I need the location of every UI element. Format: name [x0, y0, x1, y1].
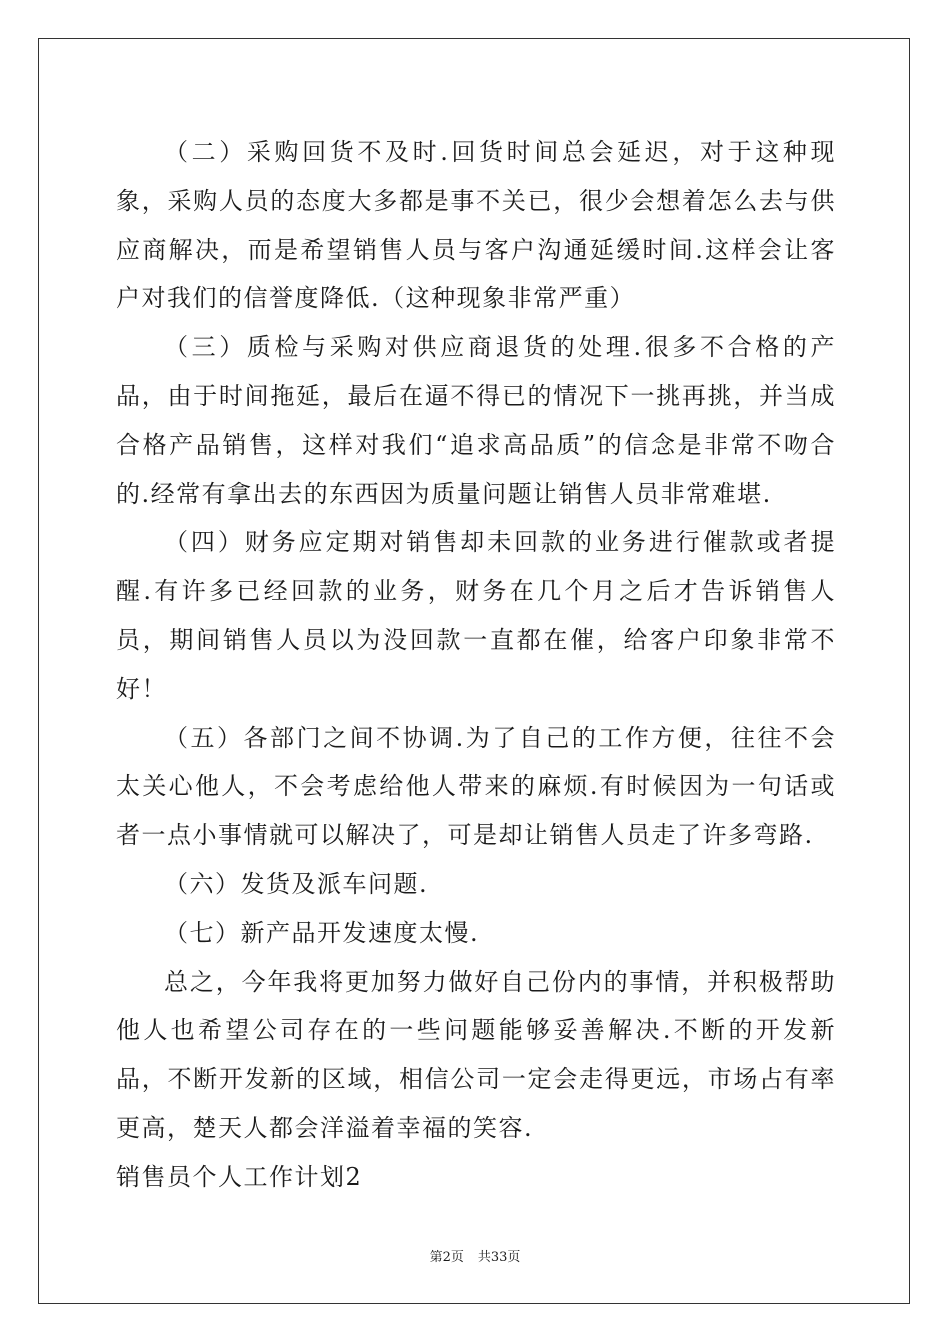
paragraph-purchasing-delay: （二）采购回货不及时.回货时间总会延迟，对于这种现象，采购人员的态度大多都是事不关已，很少会想着怎么去与供应商解决，而是希望销售人员与客户沟通延缓时间.这样会让客户对我们的信誉度降低.（这种现象非常严重） — [116, 138, 836, 313]
page-total: 共33页 — [477, 1250, 521, 1265]
page-footer — [0, 1246, 950, 1265]
paragraph-conclusion: 总之，今年我将更加努力做好自己份内的事情，并积极帮助他人也希望公司存在的一些问题能够妥善解决.不断的开发新品，不断开发新的区域，相信公司一定会走得更远，市场占有率更高，楚天人都会洋溢着幸福的笑容. — [116, 967, 836, 1142]
section-heading: 销售员个人工作计划2 — [116, 1162, 363, 1191]
page-number: 第2页 — [429, 1250, 464, 1265]
paragraph-quality-returns: （三）质检与采购对供应商退货的处理.很多不合格的产品，由于时间拖延，最后在逼不得已的情况下一挑再挑，并当成合格产品销售，这样对我们“追求高品质”的信念是非常不吻合的.经常有拿出去的东西因为质量问题让销售人员非常难堪. — [116, 333, 836, 508]
paragraph-department-coordination: （五）各部门之间不协调.为了自己的工作方便，往往不会太关心他人，不会考虑给他人带来的麻烦.有时候因为一句话或者一点小事情就可以解决了，可是却让销售人员走了许多弯路. — [116, 723, 836, 850]
paragraph-new-product-speed: （七）新产品开发速度太慢. — [164, 918, 480, 947]
paragraph-finance-collections: （四）财务应定期对销售却未回款的业务进行催款或者提醒.有许多已经回款的业务，财务在几个月之后才告诉销售人员，期间销售人员以为没回款一直都在催，给客户印象非常不好！ — [116, 528, 836, 703]
paragraph-shipping-issues: （六）发货及派车问题. — [164, 869, 429, 898]
document-body — [116, 128, 836, 1202]
